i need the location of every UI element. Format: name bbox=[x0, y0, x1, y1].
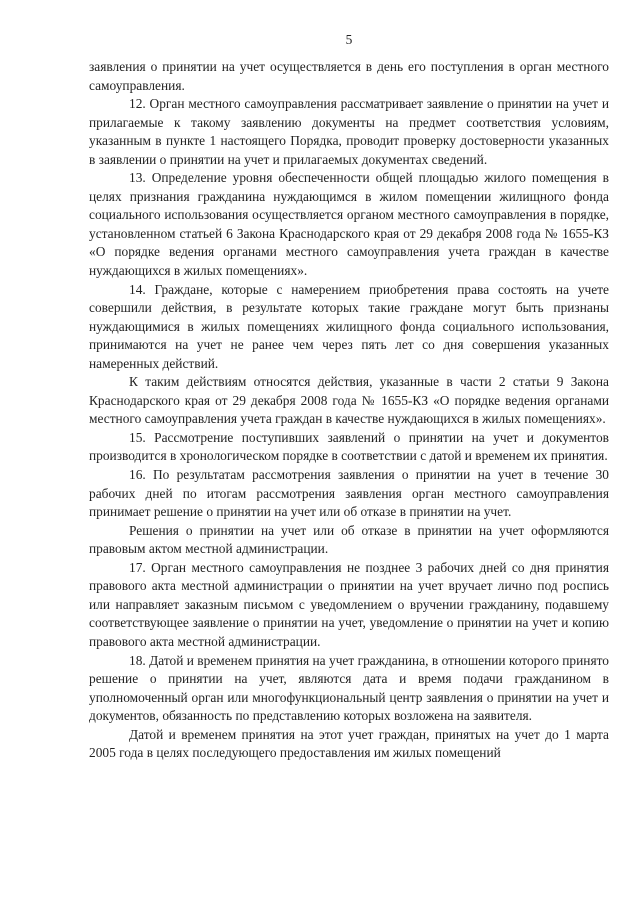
page-number: 5 bbox=[345, 32, 353, 47]
paragraph-item-18-continued: Датой и временем принятия на этот учет граждан, принятых на учет до 1 марта 2005 года в целях последующего предоставления им жилых помещений bbox=[89, 726, 609, 761]
paragraph-item-14-actions: К таким действиям относятся действия, указанные в части 2 статьи 9 Закона Краснодарского края от 29 декабря 2008 года № 1655-КЗ «О порядке ведения органами местного самоуправления учета граждан в качестве нуждающихся в жилых помещениях». bbox=[89, 374, 609, 427]
paragraph-continuation: заявления о принятии на учет осуществляется в день его поступления в орган местного самоуправления. bbox=[89, 59, 609, 93]
paragraph-item-14: 14. Граждане, которые с намерением приобретения права состоять на учете совершили действия, в результате которых такие граждане могут быть признаны нуждающимися в жилых помещениях жилищного фонда социального использования, принимаются на учет не ранее чем через пять лет со дня совершения указанных намеренных действий. bbox=[89, 281, 609, 371]
paragraph-item-16: 16. По результатам рассмотрения заявления о принятии на учет в течение 30 рабочих дней по итогам рассмотрения заявления орган местного самоуправления принимает решение о принятии на учет или об отказе в принятии на учет. bbox=[89, 467, 609, 520]
document-body bbox=[89, 58, 609, 763]
paragraph-item-15: 15. Рассмотрение поступивших заявлений о принятии на учет и документов производится в хронологическом порядке в соответствии с датой и временем их принятия. bbox=[89, 429, 609, 464]
document-page bbox=[89, 0, 609, 763]
paragraph-item-17: 17. Орган местного самоуправления не позднее 3 рабочих дней со дня принятия правового акта местной администрации о принятии на учет вручает лично под роспись или направляет заказным письмом с уведомлением о вручении гражданину, подавшему соответствующее заявление о принятии на учет, уведомление о принятии на учет и копию правового акта местной администрации. bbox=[89, 559, 609, 649]
paragraph-item-13: 13. Определение уровня обеспеченности общей площадью жилого помещения в целях признания гражданина нуждающимся в жилом помещении жилищного фонда социального использования осуществляется органом местного самоуправления в порядке, установленном статьей 6 Закона Краснодарского края от 29 декабря 2008 года № 1655-КЗ «О порядке ведения органами местного самоуправления учета граждан в качестве нуждающихся в жилых помещениях». bbox=[89, 170, 609, 279]
paragraph-item-18: 18. Датой и временем принятия на учет гражданина, в отношении которого принято решение о принятии на учет, являются дата и время подачи гражданином в уполномоченный орган или многофункциональный центр заявления о принятии на учет и документов, обязанность по представлению которых возложена на заявителя. bbox=[89, 652, 609, 724]
paragraph-item-12: 12. Орган местного самоуправления рассматривает заявление о принятии на учет и прилагаемые к такому заявлению документы на предмет соответствия условиям, указанным в пункте 1 настоящего Порядка, проводит проверку достоверности указанных в заявлении о принятии на учет и прилагаемых документах сведений. bbox=[89, 96, 609, 167]
paragraph-item-16-decisions: Решения о принятии на учет или об отказе в принятии на учет оформляются правовым актом местной администрации. bbox=[89, 522, 609, 557]
